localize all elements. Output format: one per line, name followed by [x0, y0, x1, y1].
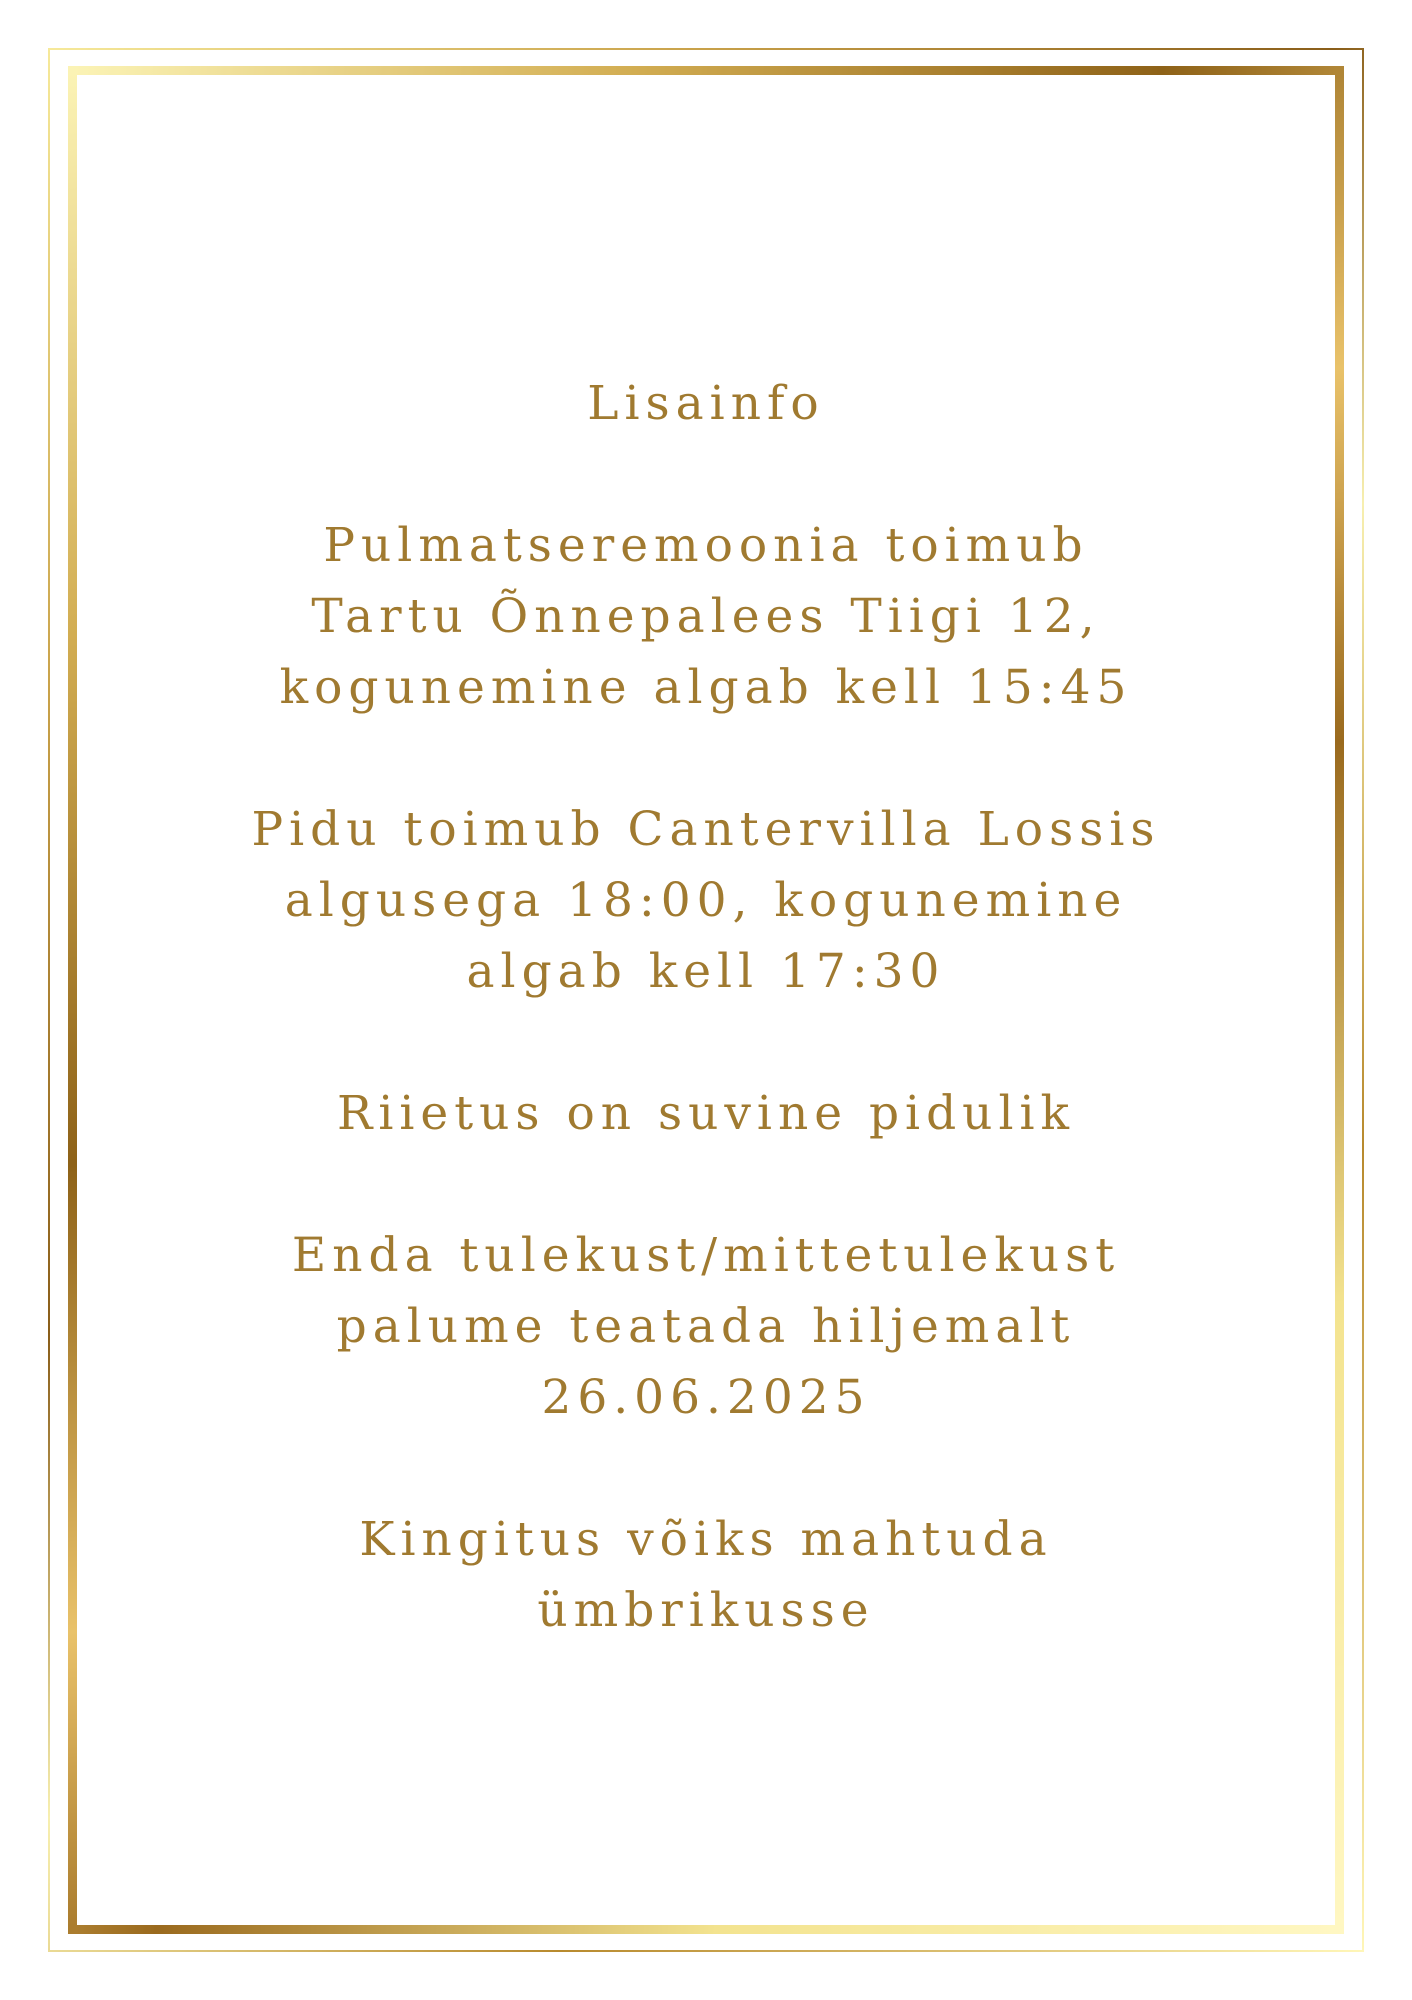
rsvp-date: 26.06.2025	[541, 1370, 871, 1425]
rsvp-line-2: palume teatada hiljemalt	[336, 1299, 1076, 1354]
dress-code-line: Riietus on suvine pidulik	[336, 1086, 1075, 1141]
ceremony-section	[120, 510, 1292, 723]
gift-line-1: Kingitus võiks mahtuda	[359, 1512, 1053, 1567]
rsvp-section	[120, 1220, 1292, 1433]
page-title: Lisainfo	[587, 376, 825, 431]
rsvp-line-1: Enda tulekust/mittetulekust	[291, 1228, 1121, 1283]
info-card-content	[120, 368, 1292, 1646]
ceremony-line-3: kogunemine algab kell 15:45	[279, 660, 1133, 715]
party-line-2: algusega 18:00, kogunemine	[284, 873, 1128, 928]
ceremony-line-2: Tartu Õnnepalees Tiigi 12,	[311, 589, 1101, 644]
gift-section	[120, 1504, 1292, 1646]
gift-line-2: ümbrikusse	[537, 1583, 875, 1638]
dress-code-section	[120, 1078, 1292, 1149]
party-line-3: algab kell 17:30	[466, 944, 946, 999]
ceremony-line-1: Pulmatseremoonia toimub	[323, 518, 1089, 573]
party-section	[120, 794, 1292, 1007]
party-line-1: Pidu toimub Cantervilla Lossis	[251, 802, 1161, 857]
